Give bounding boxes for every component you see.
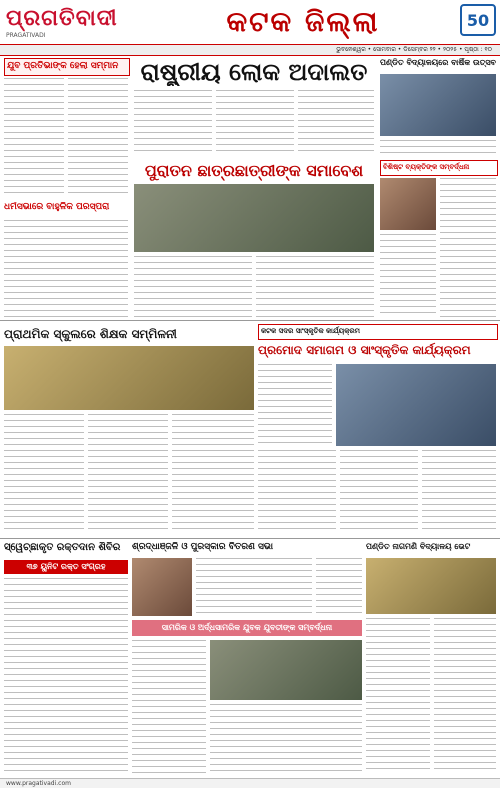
alumni-photo xyxy=(134,184,374,252)
headline-religious: ଧର୍ମସଭାରେ ବାହୁଳିକ ପରସ୍ପରା xyxy=(4,202,110,212)
headline-box xyxy=(258,340,496,360)
article-text xyxy=(4,220,128,318)
headline-box xyxy=(132,542,312,556)
headline-cultural: କଟକ ସଦର ସାଂସ୍କୃତିକ କାର୍ଯ୍ୟକ୍ରମ xyxy=(261,327,360,335)
headline-tribute: ଶ୍ରଦ୍ଧାଞ୍ଜଳି ଓ ପୁରସ୍କାର ବିତରଣ ସଭା xyxy=(132,542,274,552)
headline-nagamani: ପଣ୍ଡିତ ନାଗମଣି ବିଦ୍ୟାଳୟ ଭେଟ xyxy=(366,542,471,551)
main-headline-box xyxy=(134,58,374,86)
article-text xyxy=(340,450,418,534)
article-text xyxy=(316,558,362,616)
article-text xyxy=(134,256,252,318)
headline-box xyxy=(4,58,130,76)
article-text xyxy=(134,90,212,156)
section-title: କଟକ ଜିଲ୍ଲା xyxy=(226,5,380,38)
army-youth-photo xyxy=(210,640,362,700)
article-text xyxy=(4,78,64,198)
article-text xyxy=(196,558,312,616)
divider xyxy=(0,538,500,539)
headline-box xyxy=(380,58,496,72)
headline-box xyxy=(4,202,128,216)
headline-box xyxy=(4,542,128,558)
article-text xyxy=(380,140,496,156)
masthead-logo xyxy=(6,6,166,40)
anniversary-badge: 50 xyxy=(460,4,496,36)
headline-box xyxy=(258,324,498,340)
article-text xyxy=(422,450,496,534)
headline-felicitation: ବିଶିଷ୍ଟ ବ୍ୟକ୍ତିଙ୍କ ସମ୍ବର୍ଦ୍ଧନା xyxy=(383,163,470,171)
headline-blood-camp: ସ୍ୱେଚ୍ଛାକୃତ ରକ୍ତଦାନ ଶିବିର xyxy=(4,542,121,553)
headline-blood-units: ୩୭ ୟୁନିଟ ରକ୍ତ ସଂଗ୍ରହ xyxy=(26,562,106,571)
article-text xyxy=(88,414,168,534)
article-text xyxy=(4,578,128,774)
article-text xyxy=(256,256,374,318)
logo-subtitle: PRAGATIVADI xyxy=(6,32,46,39)
headline-box xyxy=(4,324,254,344)
headline-alumni: ପୁରାତନ ଛାତ୍ରଛାତ୍ରୀଙ୍କ ସମାବେଶ xyxy=(144,161,364,180)
headline-banner xyxy=(4,560,128,574)
article-text xyxy=(68,78,128,198)
headline-school-function: ପଣ୍ଡିତ ବିଦ୍ୟାଳୟରେ ବାର୍ଷିକ ଉତ୍ସବ xyxy=(380,58,496,67)
teacher-meet-photo xyxy=(4,346,254,410)
article-text xyxy=(434,618,496,774)
headline-pramod: ପ୍ରମୋଦ ସମାଗମ ଓ ସାଂସ୍କୃତିକ କାର୍ଯ୍ୟକ୍ରମ xyxy=(258,343,471,357)
logo-text: ପ୍ରଗତିବାଦୀ xyxy=(6,6,118,31)
footer-url: www.pragativadi.com xyxy=(6,780,71,787)
dateline-bar xyxy=(0,44,500,56)
event-photo xyxy=(380,74,496,136)
cultural-photo xyxy=(336,364,496,446)
article-text xyxy=(258,364,332,446)
article-text xyxy=(366,618,430,774)
article-text xyxy=(216,90,294,156)
article-text xyxy=(440,178,496,318)
headline-youth: ଯୁବ ପ୍ରତିଭାଙ୍କ ହେଲା ସମ୍ମାନ xyxy=(7,61,119,71)
divider xyxy=(0,320,500,321)
headline-banner xyxy=(132,620,362,636)
article-text xyxy=(172,414,254,534)
article-text xyxy=(380,234,436,318)
event-photo xyxy=(380,178,436,230)
school-photo xyxy=(366,558,496,614)
article-text xyxy=(132,640,206,774)
article-text xyxy=(210,704,362,774)
article-text xyxy=(298,90,374,156)
headline-teacher-meet: ପ୍ରାଥମିକ ସ୍କୁଲରେ ଶିକ୍ଷକ ସମ୍ମିଳନୀ xyxy=(4,327,177,341)
headline-army-youth: ସାମରିକ ଓ ଅର୍ଦ୍ଧସାମରିକ ଯୁବକ ଯୁବତୀଙ୍କ ସମ୍ବର୍ଦ୍ଧନା xyxy=(161,623,333,632)
dateline-text: ଭୁବନେଶ୍ୱର • ସୋମବାର • ଡିସେମ୍ବର ୨୨ • ୨୦୨୫ • ପୃଷ୍ଠା : ୧୦ xyxy=(336,46,492,53)
footer-bar xyxy=(0,778,500,788)
headline-box xyxy=(134,160,374,182)
headline-box xyxy=(380,160,498,176)
tribute-photo xyxy=(132,558,192,616)
headline-box xyxy=(366,542,496,556)
article-text xyxy=(258,450,336,534)
article-text xyxy=(4,414,84,534)
headline-lok-adalat: ରାଷ୍ଟ୍ରୀୟ ଲୋକ ଅଦାଲତ xyxy=(140,58,368,86)
